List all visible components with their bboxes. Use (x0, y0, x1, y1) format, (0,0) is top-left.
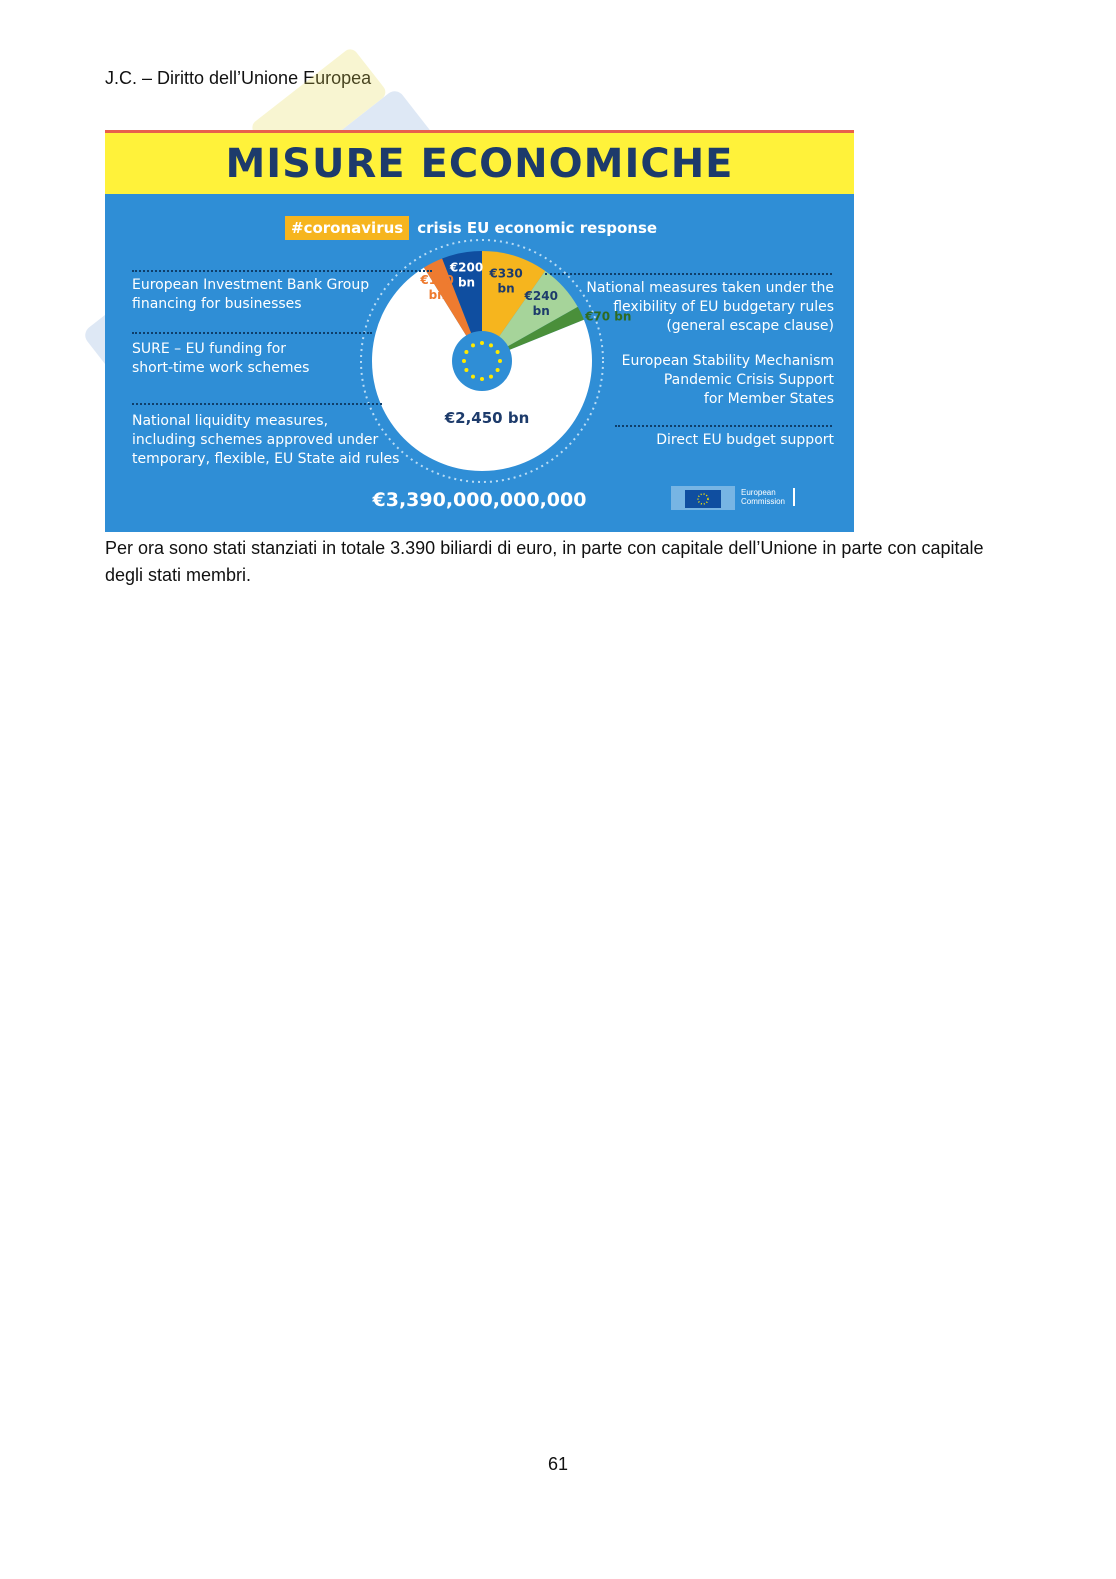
eu-star-icon (496, 350, 500, 354)
left-label-eib: European Investment Bank Group financing for businesses (132, 277, 370, 312)
segment-label-100: €100 bn (420, 273, 454, 303)
right-label-national-measures: National measures taken under the flexibility of EU budgetary rules (general escape clause) (586, 280, 834, 334)
right-label-esm: European Stability Mechanism Pandemic Crisis Support for Member States (621, 353, 834, 407)
segment-label-240: €240 bn (524, 289, 558, 319)
economic-measures-infographic (105, 130, 854, 532)
eu-star-icon (489, 343, 493, 347)
segment-label-2450: €2,450 bn (444, 409, 530, 427)
hashtag-badge: #coronavirus (285, 216, 409, 240)
divider-dots (132, 332, 372, 334)
segment-label-70: €70 bn (585, 309, 632, 324)
divider-dots (132, 403, 382, 405)
left-label-liquidity: National liquidity measures, including schemes approved under temporary, flexible, EU State aid rules (132, 413, 400, 467)
divider-dots (132, 270, 432, 272)
eu-star-icon (464, 368, 468, 372)
european-commission-logo (671, 482, 795, 512)
eu-star-icon (496, 368, 500, 372)
eu-star-icon (471, 375, 475, 379)
eu-star-icon (498, 359, 502, 363)
right-label-eu-budget: Direct EU budget support (656, 432, 834, 448)
ec-logo-text: European Commission (741, 488, 795, 506)
eu-star-icon (489, 375, 493, 379)
eu-star-icon (462, 359, 466, 363)
left-label-sure: SURE – EU funding for short-time work schemes (132, 341, 310, 376)
eu-star-icon (480, 377, 484, 381)
page-header: J.C. – Diritto dell’Unione Europea (105, 68, 372, 88)
segment-label-330: €330 bn (489, 266, 523, 296)
ec-building-icon (671, 482, 735, 512)
page-number: 61 (547, 1454, 569, 1474)
total-amount: €3,390,000,000,000 (372, 489, 587, 511)
eu-star-icon (471, 343, 475, 347)
eu-star-icon (464, 350, 468, 354)
divider-dots (545, 273, 832, 275)
infographic-title: MISURE ECONOMICHE (225, 140, 734, 187)
eu-star-icon (480, 341, 484, 345)
eu-flag-center (452, 331, 512, 391)
subtitle-text: crisis EU economic response (417, 219, 658, 237)
body-paragraph: Per ora sono stati stanziati in totale 3.390 biliardi di euro, in parte con capitale dell’Unione in parte con capitale degli stati membri. (105, 538, 984, 585)
divider-dots (615, 425, 832, 427)
segment-label-200: €200 bn (449, 260, 484, 290)
